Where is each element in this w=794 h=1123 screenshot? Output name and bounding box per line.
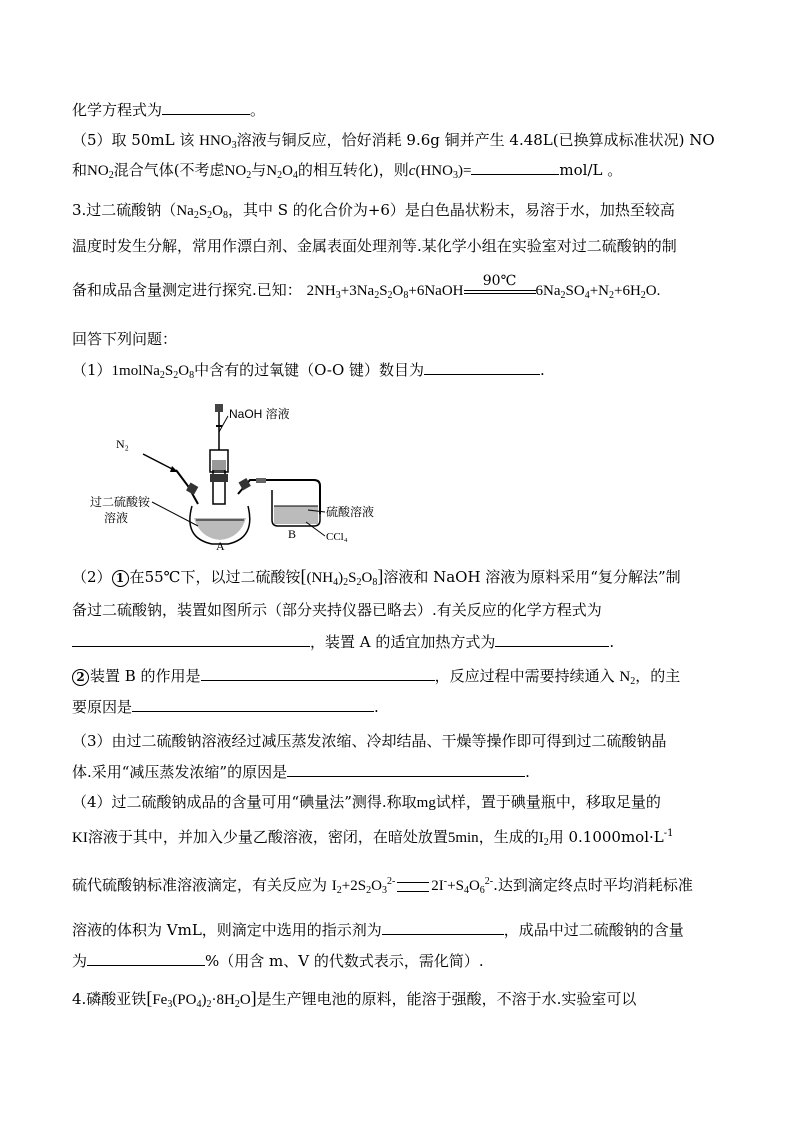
answer-blank[interactable]	[87, 951, 205, 966]
answer-blank[interactable]	[471, 160, 559, 175]
answer-line-equation: 化学方程式为 。	[72, 101, 266, 119]
reagent-label-2: 溶液	[104, 511, 129, 525]
answer-blank[interactable]	[162, 100, 250, 115]
question-3-part1: $(1)1molNa_2S_2O_8$中含有的过氧键（O-O 键）数目为 .	[72, 361, 545, 381]
question-3-part4-line5: 为 %（用含 m、V 的代数式表示，需化简）.	[72, 952, 484, 970]
circle-number-2: 2	[72, 669, 89, 686]
question-5-line1: （5）取 50mL 该 $HNO_3$溶液与铜反应，恰好消耗 9.6g 铜并产生 4.48L(已换算成标准状况) NO	[72, 131, 715, 151]
question-3-part3-line1: （3）由过二硫酸钠溶液经过减压蒸发浓缩、冷却结晶、干燥等操作即可得到过二硫酸钠晶	[72, 732, 667, 750]
n2-label: N₂	[116, 437, 129, 451]
question-3-part2-line5: 要原因是 .	[72, 698, 379, 716]
reaction-equation: $2NH_3+3Na_2S_2O_8+6NaOH$	[306, 283, 464, 301]
question-3-line3: 备和成品含量测定进行探究.已知： $2NH_3+3Na_2S_2O_8+6NaOH$ 90℃ $6Na_2SO_4+N_2+6H_2O$.	[72, 273, 661, 301]
question-3-part3-line2: 体.采用“减压蒸发浓缩”的原因是 .	[72, 763, 530, 781]
answer-blank[interactable]	[72, 632, 310, 647]
answer-blank[interactable]	[132, 697, 374, 712]
question-5-line2: 和$NO_2$混合气体(不考虑$NO_2$与$N_2O_4$的相互转化)，则$c(HNO_3)= mol/L$ 。	[72, 161, 623, 181]
reagent-label-1: 过二硫酸铵	[90, 495, 151, 509]
label-b: B	[288, 527, 297, 541]
circle-number-1: 1	[112, 570, 129, 587]
formula-hno3: $HNO_3$	[199, 133, 237, 151]
question-3-part2-line3: ，装置 A 的适宜加热方式为 .	[72, 632, 614, 652]
question-3-part2-line4: 2 装置 B 的作用是 ，反应过程中需要持续通入 $N_2$，的主	[72, 666, 680, 692]
naoh-label: NaOH 溶液	[229, 407, 290, 421]
answer-blank[interactable]	[201, 666, 435, 681]
formula-c-hno3: $c(HNO_3)=$	[408, 163, 472, 181]
question-3-part4-line3: 硫代硫酸钠标准溶液滴定，有关反应为 $I_2+2S_2O_3^{2-}$ $2I^-+S_4O_6^{2-}$.达到滴定终点时平均消耗标准	[72, 876, 693, 896]
ccl4-label: CCl₄	[326, 531, 348, 543]
question-3-line1: 3.过二硫酸钠（$Na_2S_2O_8$，其中 S 的化合价为+6）是白色晶状粉末，易溶于水，加热至较高	[72, 201, 675, 221]
question-3-prompt: 回答下列问题：	[72, 330, 178, 348]
question-3-part2-line1: （2） 1 在55℃下，以过二硫酸铵$[(NH_4)_2S_2O_8]$溶液和 NaOH 溶液为原料采用“复分解法”制	[72, 566, 681, 588]
answer-blank[interactable]	[287, 762, 525, 777]
titration-equation: $I_2+2S_2O_3^{2-}$ $2I^-+S_4O_6^{2-}$	[331, 876, 494, 896]
answer-blank[interactable]	[382, 920, 504, 935]
answer-blank[interactable]	[495, 632, 609, 647]
question-3-part4-line1: （4）过二硫酸钠成品的含量可用“碘量法”测得.称取mg试样，置于碘量瓶中，移取足量的	[72, 793, 661, 811]
question-3-part4-line2: KI溶液于其中，并加入少量乙酸溶液，密闭，在暗处放置5min，生成的$I_2$用 $0.1000mol\cdot L^{-1}$	[72, 828, 674, 848]
question-3-part4-line4: 溶液的体积为 VmL，则滴定中选用的指示剂为 ，成品中过二硫酸钠的含量	[72, 921, 684, 939]
label-a: A	[216, 539, 225, 550]
question-4-line1: 4.磷酸亚铁$[Fe_3(PO_4)_2\cdot 8H_2O]$是生产锂电池的原料，能溶于强酸，不溶于水.实验室可以	[72, 988, 637, 1010]
question-3-part2-line2: 备过二硫酸钠，装置如图所示（部分夹持仪器已略去）.有关反应的化学方程式为	[72, 601, 602, 619]
reaction-arrow: 90℃	[464, 281, 536, 301]
h2so4-label: 硫酸溶液	[326, 505, 375, 519]
answer-blank[interactable]	[424, 360, 540, 375]
question-3-line2: 温度时发生分解，常用作漂白剂、金属表面处理剂等.某化学小组在实验室对过二硫酸钠的制	[72, 237, 677, 255]
apparatus-diagram	[88, 388, 388, 550]
